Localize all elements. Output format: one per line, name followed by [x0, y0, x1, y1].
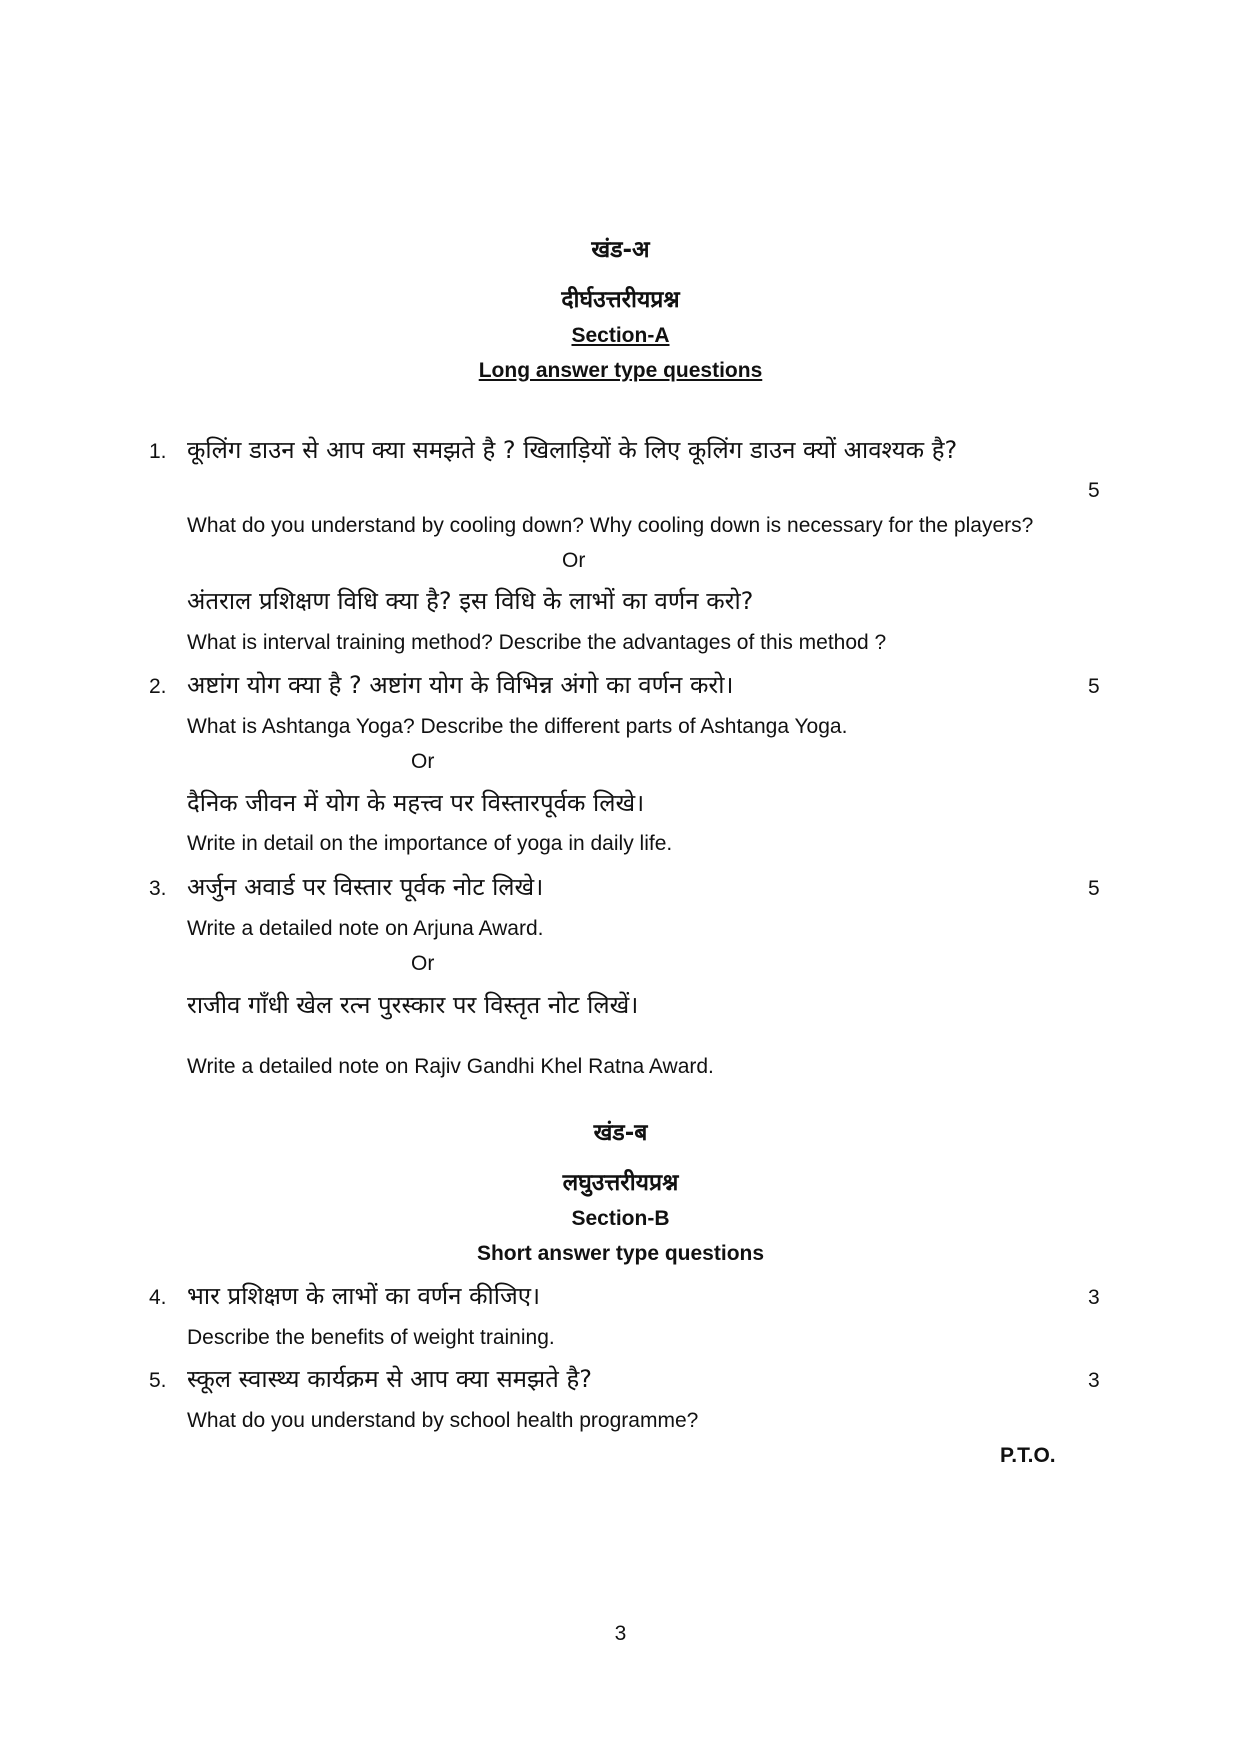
question-number: 3.	[149, 877, 167, 900]
question-marks: 3	[1088, 1286, 1100, 1309]
section-a-heading-hindi: खंड-अ	[591, 237, 650, 263]
alternative-question-english-text: What is interval training method? Describe the advantages of this method ?	[187, 631, 887, 654]
question-hindi-text: अष्टांग योग क्या है ? अष्टांग योग के विभिन्न अंगो का वर्णन करो।	[187, 671, 734, 699]
question-marks: 3	[1088, 1369, 1100, 1392]
question-marks: 5	[1088, 877, 1100, 900]
question-english-text: What is Ashtanga Yoga? Describe the different parts of Ashtanga Yoga.	[187, 715, 848, 738]
question-hindi-text: भार प्रशिक्षण के लाभों का वर्णन कीजिए।	[187, 1282, 541, 1310]
section-a-subheading-hindi: दीर्घउत्तरीयप्रश्न	[561, 287, 680, 313]
question-number: 1.	[149, 440, 167, 463]
section-b-heading-hindi: खंड-ब	[593, 1120, 648, 1146]
question-english-text: Describe the benefits of weight training.	[187, 1326, 555, 1349]
question-hindi-text: अर्जुन अवार्ड पर विस्तार पूर्वक नोट लिखे।	[187, 873, 544, 901]
alternative-question-english-text: Write in detail on the importance of yoga in daily life.	[187, 832, 673, 855]
alternative-question-hindi-text: अंतराल प्रशिक्षण विधि क्या है? इस विधि के लाभों का वर्णन करो?	[187, 587, 754, 615]
question-number: 2.	[149, 675, 167, 698]
or-separator: Or	[562, 549, 586, 572]
section-a-heading: Section-A	[571, 324, 670, 347]
question-number: 4.	[149, 1286, 167, 1309]
question-english-text: What do you understand by school health programme?	[187, 1409, 699, 1432]
section-b-heading: Section-B	[571, 1207, 670, 1230]
alternative-question-hindi-text: दैनिक जीवन में योग के महत्त्व पर विस्तारपूर्वक लिखे।	[187, 789, 645, 817]
or-separator: Or	[411, 952, 435, 975]
question-marks: 5	[1088, 675, 1100, 698]
alternative-question-english-text: Write a detailed note on Rajiv Gandhi Khel Ratna Award.	[187, 1055, 714, 1078]
pto-label: P.T.O.	[1000, 1444, 1056, 1467]
question-marks: 5	[1088, 479, 1100, 502]
question-hindi-text: कूलिंग डाउन से आप क्या समझते है ? खिलाड़ियों के लिए कूलिंग डाउन क्यों आवश्यक है?	[187, 436, 958, 464]
question-hindi-text: स्कूल स्वास्थ्य कार्यक्रम से आप क्या समझते है?	[187, 1365, 592, 1393]
question-english-text: What do you understand by cooling down? Why cooling down is necessary for the players?	[187, 514, 1034, 537]
alternative-question-hindi-text: राजीव गाँधी खेल रत्न पुरस्कार पर विस्तृत नोट लिखें।	[187, 991, 639, 1019]
section-b-subheading: Short answer type questions	[476, 1242, 765, 1265]
section-b-subheading-hindi: लघुउत्तरीयप्रश्न	[562, 1170, 679, 1196]
question-number: 5.	[149, 1369, 167, 1392]
page-number: 3	[614, 1622, 627, 1645]
or-separator: Or	[411, 750, 435, 773]
section-a-subheading: Long answer type questions	[478, 359, 763, 382]
question-english-text: Write a detailed note on Arjuna Award.	[187, 917, 544, 940]
